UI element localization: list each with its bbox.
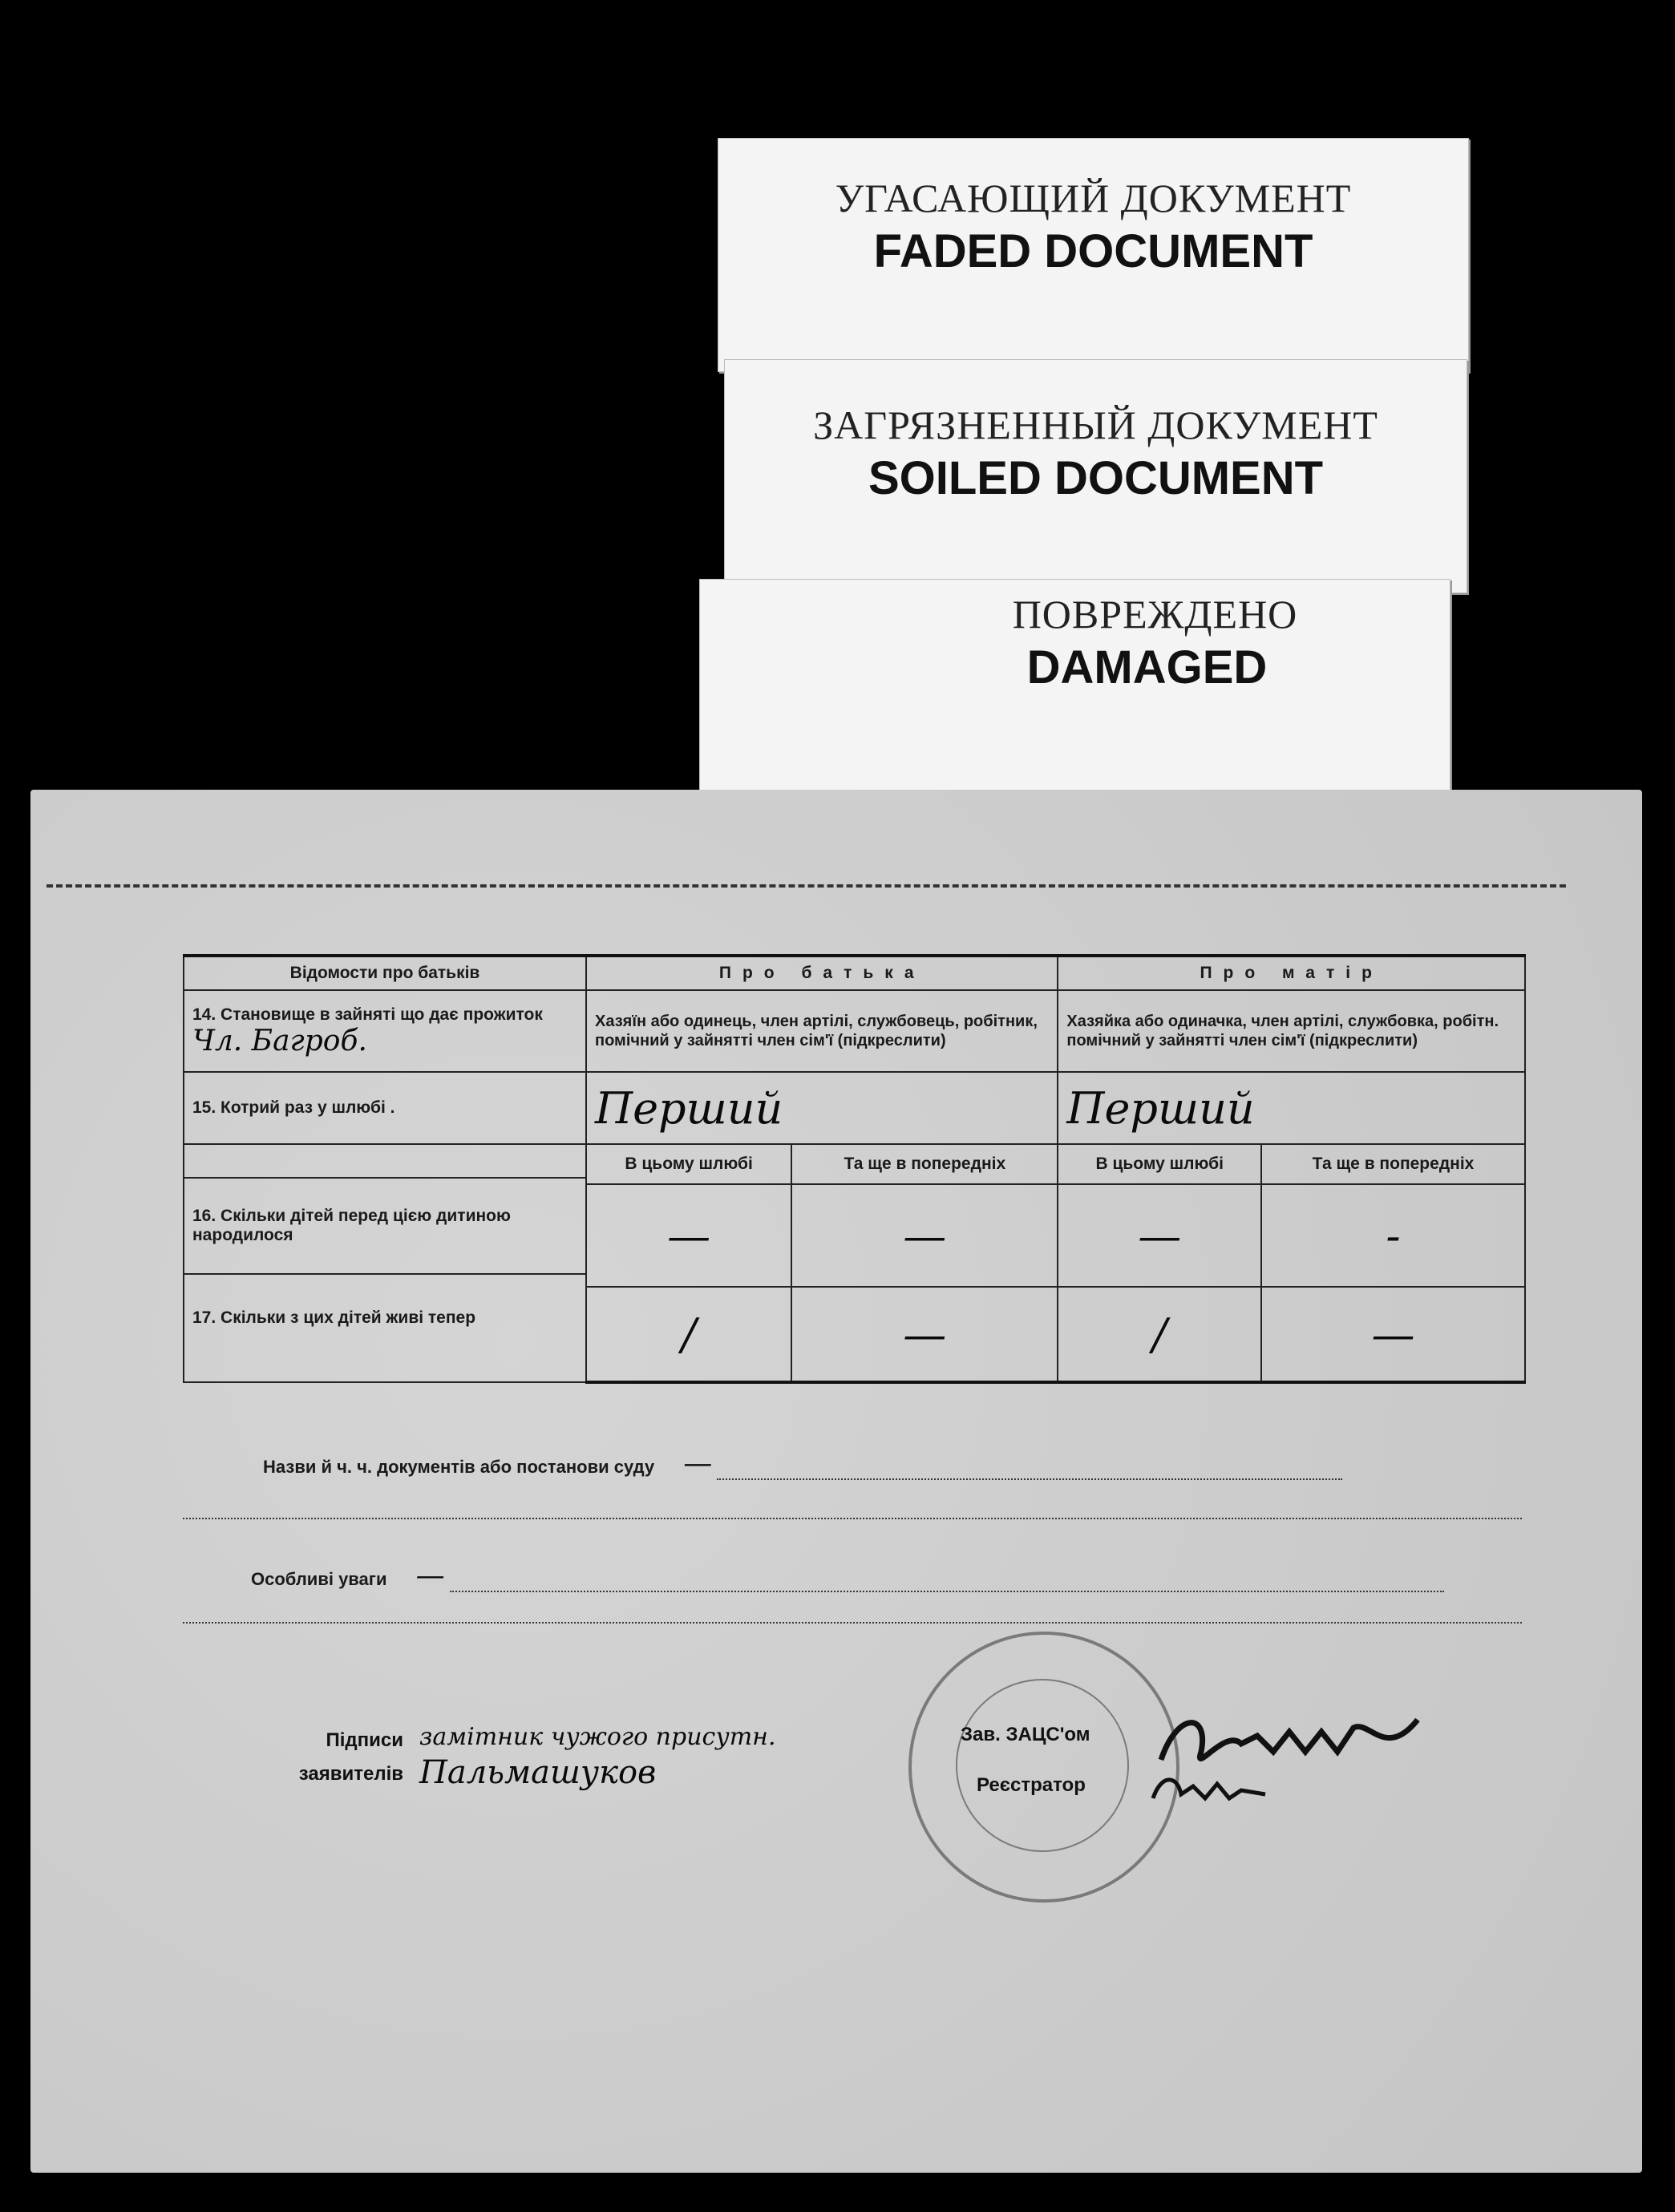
documents-line <box>183 1447 1522 1480</box>
row14-handwritten: Чл. Багроб. <box>192 1024 367 1057</box>
header-col-father: Про батька <box>586 956 1058 990</box>
soiled-document-label <box>724 359 1467 593</box>
row16-label: 16. Скільки дітей перед цією дитиною народилося <box>184 1179 585 1275</box>
row17-father-previous: — <box>791 1287 1058 1382</box>
damaged-label-en: DAMAGED <box>1026 641 1268 694</box>
notes-continuation-line <box>183 1622 1522 1624</box>
registrar-label: Реєстратор <box>977 1774 1086 1796</box>
soiled-label-ru: ЗАГРЯЗНЕННЫЙ ДОКУМЕНТ <box>813 402 1378 447</box>
zags-head-label: Зав. ЗАЦС'ом <box>961 1724 1090 1745</box>
subheader-mother-this: В цьому шлюбі <box>1058 1144 1261 1184</box>
header-col-mother: Про матір <box>1058 956 1525 990</box>
children-label-column <box>184 1144 586 1382</box>
row15-label: 15. Котрий раз у шлюбі . <box>184 1072 586 1144</box>
faded-label-en: FADED DOCUMENT <box>873 225 1313 277</box>
applicant-signature-2: Пальмашуков <box>419 1754 657 1791</box>
registrar-signature <box>1145 1766 1305 1814</box>
signatures-label-line1: Підписи <box>326 1729 403 1751</box>
subheader-mother-previous: Та ще в попередніх <box>1261 1144 1525 1184</box>
row14-label-text: 14. Становище в зайняті що дає прожиток <box>192 1005 543 1024</box>
notes-line <box>183 1559 1522 1592</box>
row15-mother-value: Перший <box>1058 1072 1525 1144</box>
row14-label <box>184 990 586 1072</box>
notes-label: Особливі уваги <box>251 1569 387 1589</box>
subheader-father-this: В цьому шлюбі <box>586 1144 791 1184</box>
document-sheet <box>30 790 1642 2173</box>
row16-father-previous: — <box>791 1184 1058 1287</box>
documents-continuation-line <box>183 1518 1522 1519</box>
applicant-signatures <box>419 1720 775 1790</box>
signatures-label <box>211 1724 403 1791</box>
row16-mother-previous: - <box>1261 1184 1525 1287</box>
notes-value: — <box>415 1559 445 1592</box>
row17-mother-previous: — <box>1261 1287 1525 1382</box>
documents-label: Назви й ч. ч. документів або постанови суду <box>263 1457 655 1477</box>
row17-label: 17. Скільки з цих дітей живі тепер <box>192 1308 476 1327</box>
faded-label-ru: УГАСАЮЩИЙ ДОКУМЕНТ <box>835 176 1352 220</box>
subheader-father-previous: Та ще в попередніх <box>791 1144 1058 1184</box>
perforation-line <box>47 884 1566 888</box>
faded-document-label <box>718 138 1469 372</box>
row17-father-this: / <box>586 1287 791 1382</box>
soiled-label-en: SOILED DOCUMENT <box>868 452 1324 504</box>
damaged-label-ru: ПОВРЕЖДЕНО <box>1012 592 1298 637</box>
parents-info-table <box>183 954 1526 1384</box>
row17-mother-this: / <box>1058 1287 1261 1382</box>
official-round-stamp <box>908 1632 1179 1903</box>
documents-value: — <box>683 1447 713 1480</box>
row14-father: Хазяїн або одинець, член артілі, службовець, робітник, помічний у зайнятті член сім'ї (підкреслити) <box>586 990 1058 1072</box>
damaged-document-label <box>699 579 1450 791</box>
row15-father-value: Перший <box>586 1072 1058 1144</box>
row16-mother-this: — <box>1058 1184 1261 1287</box>
signatures-label-line2: заявителів <box>298 1763 403 1785</box>
row16-father-this: — <box>586 1184 791 1287</box>
row14-mother: Хазяйка або одиначка, член артілі, службовка, робітн. помічний у зайнятті член сім'ї (підкреслити) <box>1058 990 1525 1072</box>
applicant-signature-1: замітник чужого присутн. <box>419 1723 776 1751</box>
header-col-info: Відомости про батьків <box>184 956 586 990</box>
